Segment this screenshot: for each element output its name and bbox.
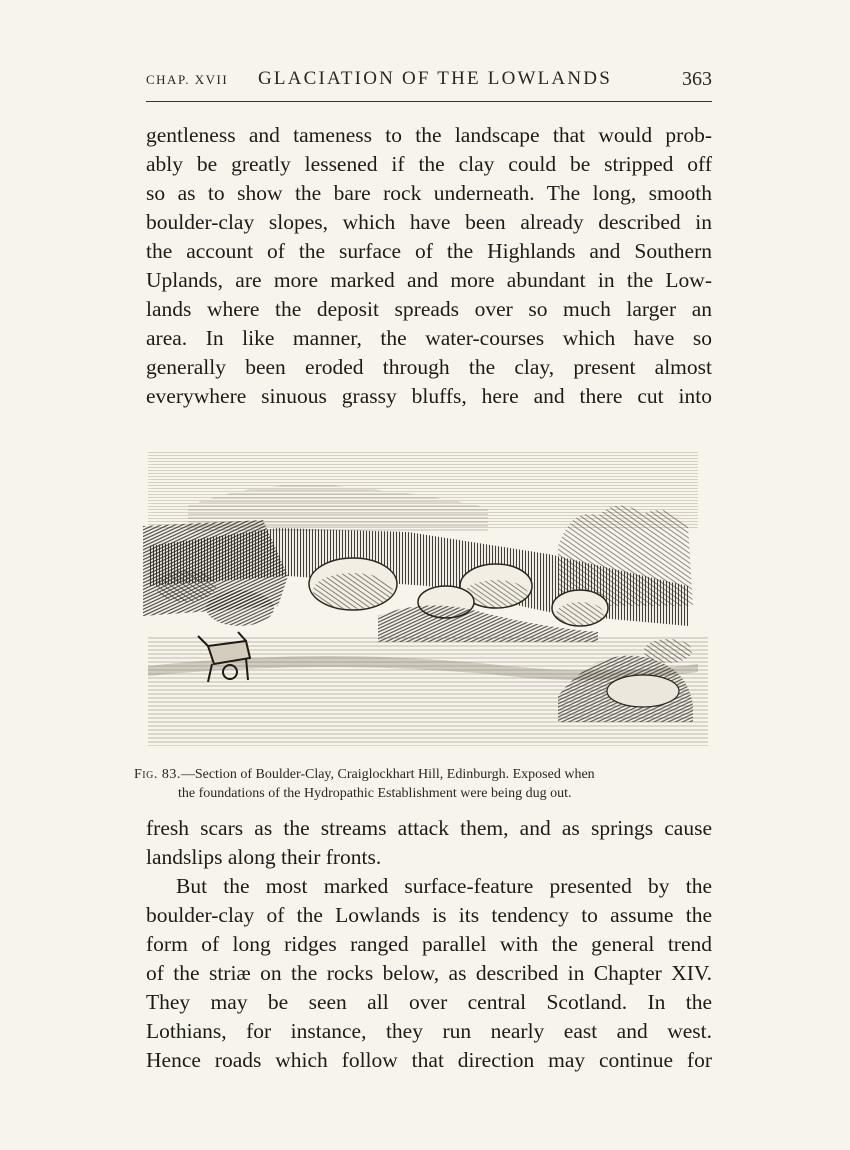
text-line: Lothians, for instance, they run nearly east and west. bbox=[146, 1019, 712, 1043]
text-line: Uplands, are more marked and more abundant in the Low- bbox=[146, 268, 712, 292]
running-head bbox=[146, 66, 712, 96]
caption-line-2: the foundations of the Hydropathic Establishment were being dug out. bbox=[178, 786, 572, 801]
text-line: ably be greatly lessened if the clay could be stripped off bbox=[146, 152, 712, 176]
text-line: boulder-clay slopes, which have been already described in bbox=[146, 210, 712, 234]
text-line: They may be seen all over central Scotland. In the bbox=[146, 990, 712, 1014]
text-line: form of long ridges ranged parallel with the general trend bbox=[146, 932, 712, 956]
text-line: But the most marked surface-feature presented by the bbox=[176, 874, 712, 898]
text-line: so as to show the bare rock underneath. The long, smooth bbox=[146, 181, 712, 205]
text-line: boulder-clay of the Lowlands is its tendency to assume the bbox=[146, 903, 712, 927]
paragraph-3 bbox=[146, 872, 712, 1075]
caption-text-1: —Section of Boulder-Clay, Craiglockhart Hill, Edinburgh. Exposed when bbox=[180, 767, 595, 782]
text-line: gentleness and tameness to the landscape that would prob- bbox=[146, 123, 712, 147]
header-rule bbox=[146, 101, 712, 102]
caption-line-1 bbox=[134, 765, 724, 784]
text-line: area. In like manner, the water-courses which have so bbox=[146, 326, 712, 350]
figure-label: Fig. 83. bbox=[134, 767, 181, 782]
text-line: fresh scars as the streams attack them, and as springs cause bbox=[146, 816, 712, 840]
text-line: the account of the surface of the Highlands and Southern bbox=[146, 239, 712, 263]
paragraph-2 bbox=[146, 814, 712, 872]
engraving-boulder-clay-section bbox=[128, 436, 712, 756]
text-line: of the striæ on the rocks below, as described in Chapter XIV. bbox=[146, 961, 712, 985]
chapter-label: CHAP. XVII bbox=[146, 72, 229, 87]
figure-caption bbox=[134, 765, 724, 803]
text-line: lands where the deposit spreads over so much larger an bbox=[146, 297, 712, 321]
paragraph-1 bbox=[146, 121, 712, 411]
text-line: landslips along their fronts. bbox=[146, 845, 382, 869]
text-line: generally been eroded through the clay, present almost bbox=[146, 355, 712, 379]
text-line: Hence roads which follow that direction may continue for bbox=[146, 1048, 712, 1072]
page-number: 363 bbox=[682, 68, 712, 90]
running-title: GLACIATION OF THE LOWLANDS bbox=[258, 68, 612, 89]
text-line: everywhere sinuous grassy bluffs, here and there cut into bbox=[146, 384, 712, 408]
